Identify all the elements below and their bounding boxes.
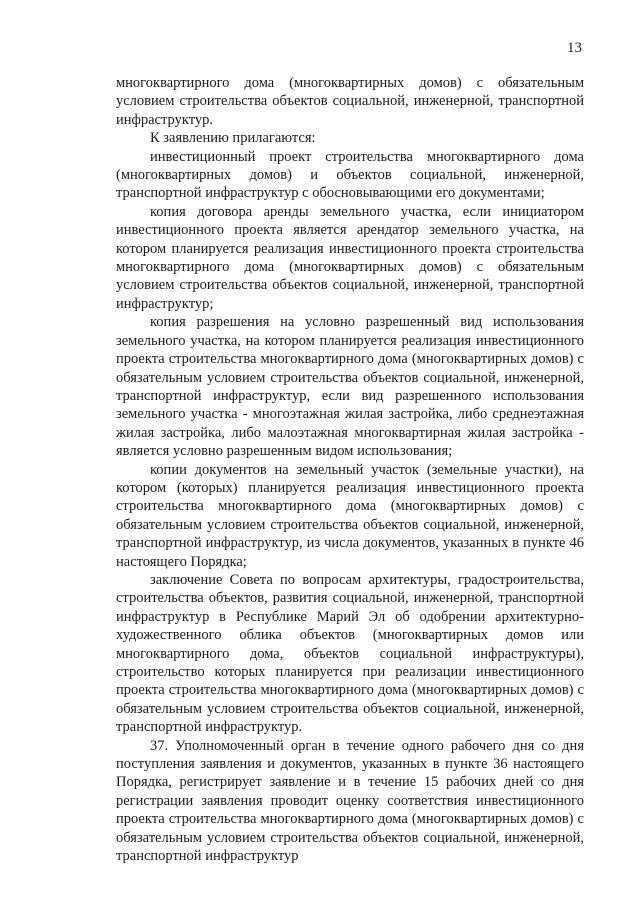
paragraph-clause-37: 37. Уполномоченный орган в течение одного рабочего дня со дня поступления заявления и документов, указанных в пункте 36 настоящего Порядка, регистрирует заявление и в течение 15 рабочих дней со дня регистрации заявления проводит оценку соответствия инвестиционного проекта строительства многоквартирного дома (многоквартирных домов) с обязательным условием строительства объектов социальной, инженерной, транспортной инфраструктур bbox=[116, 737, 584, 865]
document-body bbox=[116, 74, 584, 865]
paragraph-land-documents: копии документов на земельный участок (земельные участки), на котором (которых) планируется реализация инвестиционного проекта строительства многоквартирного дома (многоквартирных домов) с обязательным условием строительства объектов социальной, инженерной, транспортной инфраструктур, из числа документов, указанных в пункте 46 настоящего Порядка; bbox=[116, 461, 584, 570]
paragraph-conditional-permit: копия разрешения на условно разрешенный вид использования земельного участка, на котором планируется реализация инвестиционного проекта строительства многоквартирного дома (многоквартирных домов) с обязательным условием строительства объектов социальной, инженерной, транспортной инфраструктур, если вид разрешенного использования земельного участка - многоэтажная жилая застройка, либо среднеэтажная жилая застройка, либо малоэтажная многоквартирная жилая застройка - является условно разрешенным видом использования; bbox=[116, 314, 584, 460]
paragraph-attachments-heading: К заявлению прилагаются: bbox=[150, 130, 316, 147]
paragraph-council-conclusion: заключение Совета по вопросам архитектуры, градостроительства, строительства объектов, развития социальной, инженерной, транспортной инфраструктур в Республике Марий Эл об одобрении архитектурно-художественного облика объектов (многоквартирных домов или многоквартирного дома, объектов социальной инфраструктуры), строительство которых планируется при реализации инвестиционного проекта строительства многоквартирного дома (многоквартирных домов) с обязательным условием строительства объектов социальной, инженерной, транспортной инфраструктур. bbox=[116, 571, 584, 736]
paragraph-lease-agreement: копия договора аренды земельного участка, если инициатором инвестиционного проекта является арендатор земельного участка, на котором планируется реализация инвестиционного проекта строительства многоквартирного дома (многоквартирных домов) с обязательным условием строительства объектов социальной, инженерной, транспортной инфраструктур; bbox=[116, 203, 584, 312]
page-number: 13 bbox=[567, 40, 582, 56]
paragraph-investment-project: инвестиционный проект строительства многоквартирного дома (многоквартирных домов) и объектов социальной, инженерной, транспортной инфраструктур с обосновывающими его документами; bbox=[116, 148, 584, 202]
paragraph-continuation: многоквартирного дома (многоквартирных домов) с обязательным условием строительства объектов социальной, инженерной, транспортной инфраструктур. bbox=[116, 75, 584, 128]
